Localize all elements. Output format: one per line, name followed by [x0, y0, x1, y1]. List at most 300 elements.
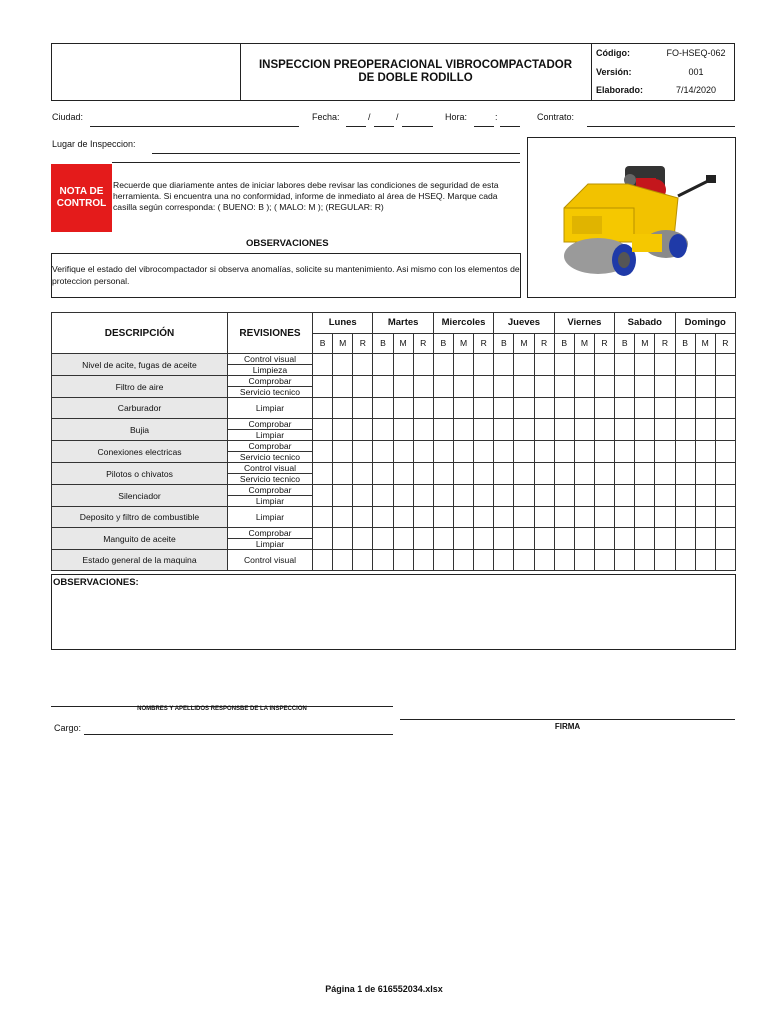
check-cell[interactable] — [313, 441, 333, 463]
hora-hour-field[interactable] — [474, 126, 494, 127]
check-cell[interactable] — [655, 550, 675, 571]
check-cell[interactable] — [695, 463, 715, 485]
row-description: Deposito y filtro de combustible — [52, 507, 228, 528]
check-cell[interactable] — [675, 550, 695, 571]
elaborado-label: Elaborado: — [596, 85, 644, 96]
check-cell[interactable] — [594, 550, 614, 571]
row-revision: Servicio tecnico — [228, 387, 313, 398]
version-value: 001 — [688, 66, 704, 77]
check-cell[interactable] — [655, 354, 675, 376]
check-cell[interactable] — [474, 441, 494, 463]
check-cell[interactable] — [494, 376, 514, 398]
check-cell[interactable] — [594, 376, 614, 398]
check-cell[interactable] — [353, 441, 373, 463]
check-cell[interactable] — [675, 485, 695, 507]
check-cell[interactable] — [433, 419, 453, 441]
check-cell[interactable] — [554, 354, 574, 376]
check-cell[interactable] — [574, 376, 594, 398]
check-cell[interactable] — [474, 485, 494, 507]
check-cell[interactable] — [393, 398, 413, 419]
check-cell[interactable] — [453, 376, 473, 398]
check-cell[interactable] — [615, 528, 635, 550]
check-cell[interactable] — [594, 507, 614, 528]
check-cell[interactable] — [635, 441, 655, 463]
form-title: INSPECCION PREOPERACIONAL VIBROCOMPACTADOR DE DOBLE RODILLO — [240, 44, 592, 100]
check-cell[interactable] — [453, 550, 473, 571]
hora-minute-field[interactable] — [500, 126, 520, 127]
check-cell[interactable] — [313, 398, 333, 419]
fecha-month-field[interactable] — [374, 126, 394, 127]
row-revision: Limpiar — [228, 496, 313, 507]
mark-header: M — [453, 333, 473, 354]
check-cell[interactable] — [574, 419, 594, 441]
check-cell[interactable] — [514, 507, 534, 528]
check-cell[interactable] — [353, 354, 373, 376]
table-row — [52, 463, 736, 474]
check-cell[interactable] — [433, 398, 453, 419]
check-cell[interactable] — [635, 376, 655, 398]
check-cell[interactable] — [413, 463, 433, 485]
row-description: Conexiones electricas — [52, 441, 228, 463]
row-revision: Control visual — [228, 354, 313, 365]
check-cell[interactable] — [594, 485, 614, 507]
check-cell[interactable] — [655, 507, 675, 528]
check-cell[interactable] — [675, 354, 695, 376]
mark-header: B — [675, 333, 695, 354]
check-cell[interactable] — [413, 485, 433, 507]
mark-header: B — [554, 333, 574, 354]
check-cell[interactable] — [574, 463, 594, 485]
check-cell[interactable] — [333, 398, 353, 419]
firma-label: FIRMA — [554, 722, 581, 731]
check-cell[interactable] — [615, 376, 635, 398]
table-row — [52, 441, 736, 452]
check-cell[interactable] — [514, 376, 534, 398]
day-header: Jueves — [494, 313, 554, 334]
check-cell[interactable] — [514, 550, 534, 571]
check-cell[interactable] — [433, 463, 453, 485]
check-cell[interactable] — [534, 507, 554, 528]
mark-header: R — [655, 333, 675, 354]
check-cell[interactable] — [554, 507, 574, 528]
check-cell[interactable] — [715, 376, 735, 398]
check-cell[interactable] — [615, 507, 635, 528]
check-cell[interactable] — [474, 398, 494, 419]
check-cell[interactable] — [534, 419, 554, 441]
check-cell[interactable] — [413, 550, 433, 571]
nota-control-badge: NOTA DE CONTROL — [51, 164, 112, 232]
check-cell[interactable] — [353, 507, 373, 528]
check-cell[interactable] — [333, 507, 353, 528]
check-cell[interactable] — [353, 463, 373, 485]
row-revision: Limpieza — [228, 365, 313, 376]
check-cell[interactable] — [393, 419, 413, 441]
check-cell[interactable] — [695, 419, 715, 441]
check-cell[interactable] — [453, 463, 473, 485]
check-cell[interactable] — [675, 528, 695, 550]
codigo-value: FO-HSEQ-062 — [666, 48, 726, 59]
check-cell[interactable] — [554, 485, 574, 507]
check-cell[interactable] — [393, 354, 413, 376]
row-description: Bujia — [52, 419, 228, 441]
check-cell[interactable] — [373, 528, 393, 550]
check-cell[interactable] — [635, 354, 655, 376]
check-cell[interactable] — [695, 507, 715, 528]
check-cell[interactable] — [534, 376, 554, 398]
check-cell[interactable] — [594, 463, 614, 485]
check-cell[interactable] — [534, 354, 554, 376]
check-cell[interactable] — [333, 376, 353, 398]
check-cell[interactable] — [615, 441, 635, 463]
observaciones-final-box[interactable] — [51, 574, 736, 650]
check-cell[interactable] — [615, 354, 635, 376]
check-cell[interactable] — [474, 507, 494, 528]
fecha-separator: / — [396, 112, 399, 122]
check-cell[interactable] — [594, 419, 614, 441]
check-cell[interactable] — [413, 441, 433, 463]
check-cell[interactable] — [373, 463, 393, 485]
mark-header: M — [635, 333, 655, 354]
check-cell[interactable] — [413, 419, 433, 441]
check-cell[interactable] — [313, 485, 333, 507]
mark-header: M — [393, 333, 413, 354]
day-header: Domingo — [675, 313, 735, 334]
fecha-year-field[interactable] — [402, 126, 433, 127]
day-header: Sabado — [615, 313, 675, 334]
check-cell[interactable] — [675, 376, 695, 398]
check-cell[interactable] — [393, 441, 413, 463]
ciudad-field[interactable] — [90, 126, 299, 127]
check-cell[interactable] — [655, 419, 675, 441]
check-cell[interactable] — [594, 441, 614, 463]
check-cell[interactable] — [554, 441, 574, 463]
row-revision: Control visual — [228, 463, 313, 474]
check-cell[interactable] — [514, 354, 534, 376]
check-cell[interactable] — [333, 354, 353, 376]
check-cell[interactable] — [433, 441, 453, 463]
check-cell[interactable] — [594, 354, 614, 376]
check-cell[interactable] — [695, 485, 715, 507]
check-cell[interactable] — [333, 463, 353, 485]
check-cell[interactable] — [453, 419, 473, 441]
check-cell[interactable] — [574, 398, 594, 419]
row-revision: Limpiar — [228, 430, 313, 441]
check-cell[interactable] — [433, 485, 453, 507]
check-cell[interactable] — [514, 485, 534, 507]
check-cell[interactable] — [433, 376, 453, 398]
table-row — [52, 550, 736, 571]
check-cell[interactable] — [695, 550, 715, 571]
check-cell[interactable] — [453, 354, 473, 376]
check-cell[interactable] — [514, 419, 534, 441]
check-cell[interactable] — [675, 463, 695, 485]
table-row — [52, 485, 736, 496]
check-cell[interactable] — [534, 398, 554, 419]
check-cell[interactable] — [715, 463, 735, 485]
check-cell[interactable] — [695, 441, 715, 463]
ciudad-label: Ciudad: — [52, 112, 84, 122]
check-cell[interactable] — [695, 528, 715, 550]
check-cell[interactable] — [675, 441, 695, 463]
check-cell[interactable] — [635, 528, 655, 550]
contrato-field[interactable] — [587, 126, 735, 127]
form-meta — [592, 44, 736, 100]
check-cell[interactable] — [715, 354, 735, 376]
check-cell[interactable] — [615, 419, 635, 441]
check-cell[interactable] — [715, 528, 735, 550]
table-row — [52, 419, 736, 430]
check-cell[interactable] — [373, 507, 393, 528]
check-cell[interactable] — [554, 550, 574, 571]
check-cell[interactable] — [353, 550, 373, 571]
mark-header: B — [373, 333, 393, 354]
check-cell[interactable] — [494, 441, 514, 463]
check-cell[interactable] — [695, 354, 715, 376]
table-row — [52, 528, 736, 539]
check-cell[interactable] — [433, 354, 453, 376]
check-cell[interactable] — [494, 354, 514, 376]
check-cell[interactable] — [494, 485, 514, 507]
check-cell[interactable] — [615, 398, 635, 419]
elaborado-value: 7/14/2020 — [675, 85, 717, 96]
nota-control-text: Recuerde que diariamente antes de iniciar labores debe revisar las condiciones de seguridad de esta herramienta. Si encuentra una no conformidad, informe de inmediato al área de HSEQ. Marque cada casilla según corresponda: ( BUENO: B ); ( MALO: M ); (REGULAR: R) — [113, 180, 499, 212]
check-cell[interactable] — [333, 528, 353, 550]
check-cell[interactable] — [574, 507, 594, 528]
check-cell[interactable] — [655, 485, 675, 507]
check-cell[interactable] — [574, 354, 594, 376]
fecha-label: Fecha: — [312, 112, 340, 122]
check-cell[interactable] — [615, 550, 635, 571]
mark-header: B — [433, 333, 453, 354]
check-cell[interactable] — [675, 398, 695, 419]
check-cell[interactable] — [635, 507, 655, 528]
check-cell[interactable] — [494, 528, 514, 550]
firma-line[interactable] — [400, 719, 735, 720]
mark-header: R — [474, 333, 494, 354]
check-cell[interactable] — [453, 398, 473, 419]
day-header: Viernes — [554, 313, 614, 334]
row-description: Carburador — [52, 398, 228, 419]
version-label: Versión: — [596, 66, 632, 77]
check-cell[interactable] — [453, 528, 473, 550]
mark-header: B — [313, 333, 333, 354]
check-cell[interactable] — [333, 419, 353, 441]
cargo-label: Cargo: — [54, 723, 82, 733]
mark-header: B — [494, 333, 514, 354]
lugar-field[interactable] — [152, 153, 520, 154]
check-cell[interactable] — [675, 507, 695, 528]
check-cell[interactable] — [554, 528, 574, 550]
check-cell[interactable] — [715, 419, 735, 441]
row-revision: Limpiar — [228, 398, 313, 419]
check-cell[interactable] — [313, 550, 333, 571]
row-description: Silenciador — [52, 485, 228, 507]
table-row — [52, 354, 736, 365]
check-cell[interactable] — [494, 507, 514, 528]
check-cell[interactable] — [574, 550, 594, 571]
check-cell[interactable] — [635, 419, 655, 441]
check-cell[interactable] — [494, 398, 514, 419]
check-cell[interactable] — [373, 485, 393, 507]
check-cell[interactable] — [635, 398, 655, 419]
check-cell[interactable] — [514, 398, 534, 419]
mark-header: R — [534, 333, 554, 354]
check-cell[interactable] — [715, 441, 735, 463]
table-row — [52, 507, 736, 528]
check-cell[interactable] — [433, 550, 453, 571]
check-cell[interactable] — [554, 398, 574, 419]
check-cell[interactable] — [373, 419, 393, 441]
check-cell[interactable] — [333, 485, 353, 507]
check-cell[interactable] — [635, 485, 655, 507]
check-cell[interactable] — [615, 463, 635, 485]
check-cell[interactable] — [393, 376, 413, 398]
row-revision: Servicio tecnico — [228, 452, 313, 463]
check-cell[interactable] — [655, 441, 675, 463]
mark-header: R — [715, 333, 735, 354]
row-revision: Comprobar — [228, 441, 313, 452]
check-cell[interactable] — [373, 398, 393, 419]
check-cell[interactable] — [313, 354, 333, 376]
check-cell[interactable] — [554, 419, 574, 441]
check-cell[interactable] — [413, 507, 433, 528]
table-row — [52, 398, 736, 419]
row-revision: Servicio tecnico — [228, 474, 313, 485]
check-cell[interactable] — [474, 463, 494, 485]
inspection-table — [51, 312, 736, 571]
check-cell[interactable] — [554, 463, 574, 485]
mark-header: R — [353, 333, 373, 354]
check-cell[interactable] — [635, 550, 655, 571]
check-cell[interactable] — [313, 463, 333, 485]
check-cell[interactable] — [474, 354, 494, 376]
fecha-day-field[interactable] — [346, 126, 366, 127]
row-description: Estado general de la maquina — [52, 550, 228, 571]
check-cell[interactable] — [574, 441, 594, 463]
check-cell[interactable] — [433, 507, 453, 528]
check-cell[interactable] — [393, 528, 413, 550]
row-description: Filtro de aire — [52, 376, 228, 398]
check-cell[interactable] — [333, 441, 353, 463]
observaciones-title: OBSERVACIONES — [246, 238, 329, 249]
mark-header: M — [695, 333, 715, 354]
mark-header: M — [333, 333, 353, 354]
table-row — [52, 376, 736, 387]
observaciones-box — [51, 253, 521, 298]
row-revision: Control visual — [228, 550, 313, 571]
check-cell[interactable] — [554, 376, 574, 398]
check-cell[interactable] — [373, 550, 393, 571]
check-cell[interactable] — [453, 507, 473, 528]
check-cell[interactable] — [534, 463, 554, 485]
check-cell[interactable] — [353, 419, 373, 441]
check-cell[interactable] — [534, 550, 554, 571]
check-cell[interactable] — [494, 419, 514, 441]
check-cell[interactable] — [353, 398, 373, 419]
check-cell[interactable] — [373, 376, 393, 398]
check-cell[interactable] — [413, 354, 433, 376]
check-cell[interactable] — [433, 528, 453, 550]
check-cell[interactable] — [635, 463, 655, 485]
check-cell[interactable] — [534, 485, 554, 507]
check-cell[interactable] — [313, 528, 333, 550]
check-cell[interactable] — [393, 485, 413, 507]
check-cell[interactable] — [353, 528, 373, 550]
check-cell[interactable] — [655, 463, 675, 485]
row-description: Nivel de acite, fugas de aceite — [52, 354, 228, 376]
check-cell[interactable] — [453, 485, 473, 507]
check-cell[interactable] — [313, 419, 333, 441]
check-cell[interactable] — [514, 441, 534, 463]
row-description: Manguito de aceite — [52, 528, 228, 550]
check-cell[interactable] — [474, 550, 494, 571]
check-cell[interactable] — [413, 398, 433, 419]
check-cell[interactable] — [313, 376, 333, 398]
check-cell[interactable] — [715, 485, 735, 507]
check-cell[interactable] — [534, 441, 554, 463]
mark-header: M — [514, 333, 534, 354]
check-cell[interactable] — [393, 550, 413, 571]
check-cell[interactable] — [373, 441, 393, 463]
check-cell[interactable] — [655, 528, 675, 550]
fecha-separator: / — [368, 112, 371, 122]
hora-label: Hora: — [445, 112, 468, 122]
cargo-field[interactable] — [84, 734, 393, 735]
check-cell[interactable] — [373, 354, 393, 376]
check-cell[interactable] — [655, 398, 675, 419]
codigo-label: Código: — [596, 48, 630, 59]
lugar-label: Lugar de Inspeccion: — [52, 139, 136, 149]
check-cell[interactable] — [695, 398, 715, 419]
check-cell[interactable] — [695, 376, 715, 398]
check-cell[interactable] — [494, 463, 514, 485]
check-cell[interactable] — [514, 463, 534, 485]
check-cell[interactable] — [474, 376, 494, 398]
check-cell[interactable] — [474, 419, 494, 441]
mark-header: R — [594, 333, 614, 354]
nombres-label: NOMBRES Y APELLIDOS RESPONSBE DE LA INSPECCION — [137, 706, 307, 712]
check-cell[interactable] — [353, 376, 373, 398]
check-cell[interactable] — [715, 398, 735, 419]
observaciones-text: Verifique el estado del vibrocompactador si observa anomalías, solicite su mantenimiento. Asi mismo con los elementos de proteccion personal. — [52, 264, 520, 286]
check-cell[interactable] — [514, 528, 534, 550]
check-cell[interactable] — [333, 550, 353, 571]
check-cell[interactable] — [413, 528, 433, 550]
check-cell[interactable] — [655, 376, 675, 398]
check-cell[interactable] — [353, 485, 373, 507]
check-cell[interactable] — [413, 376, 433, 398]
check-cell[interactable] — [393, 463, 413, 485]
check-cell[interactable] — [494, 550, 514, 571]
check-cell[interactable] — [715, 550, 735, 571]
check-cell[interactable] — [675, 419, 695, 441]
hora-separator: : — [495, 112, 498, 122]
check-cell[interactable] — [574, 528, 594, 550]
check-cell[interactable] — [313, 507, 333, 528]
check-cell[interactable] — [474, 528, 494, 550]
check-cell[interactable] — [715, 507, 735, 528]
machine-image-frame — [527, 137, 736, 298]
check-cell[interactable] — [453, 441, 473, 463]
check-cell[interactable] — [615, 485, 635, 507]
check-cell[interactable] — [594, 398, 614, 419]
check-cell[interactable] — [393, 507, 413, 528]
check-cell[interactable] — [574, 485, 594, 507]
day-header: Miercoles — [433, 313, 493, 334]
vibrocompactador-icon — [528, 138, 735, 297]
check-cell[interactable] — [534, 528, 554, 550]
check-cell[interactable] — [594, 528, 614, 550]
